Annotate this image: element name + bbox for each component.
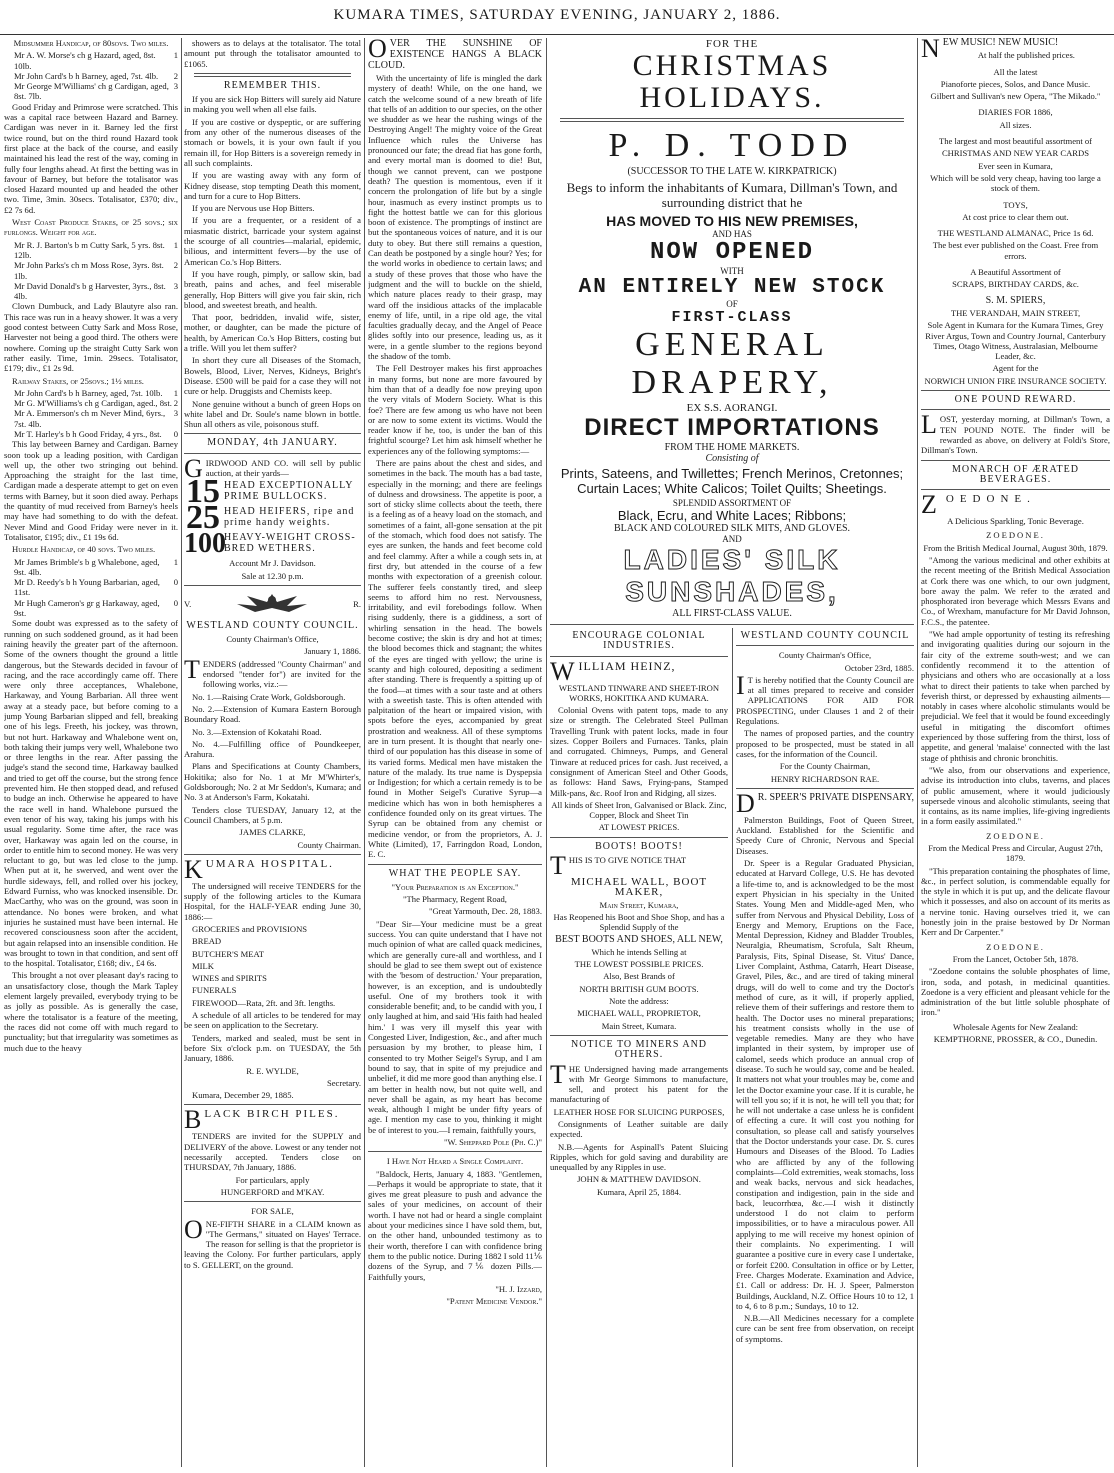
todd-ex-ship: EX S.S. AORANGI. bbox=[686, 402, 778, 414]
race-entry-name: Mr James Brimble's b g Whalebone, aged, 9st. 4lb. bbox=[14, 556, 160, 577]
scraps-intro: A Beautiful Assortment of bbox=[970, 267, 1061, 278]
music-gilbert: Gilbert and Sullivan's new Opera, "The Mikado." bbox=[930, 91, 1101, 102]
speer-text: Dr. Speer is a Regular Graduated Physician, educated at Harvard College, U.S. He has devoted a life-time to, and is acknowledged to be the most expert Physician in his specialty in the United States. Young Men and Middle-aged Men, who suffer from Nervous and Physical Debility, Loss of Energy and Memory, Eruptions on the Face, Mental Depression, Kidney and Bladder Troubles, Neuralgia, Rheumatism, Scrofula, Salt Rheum, Paralysis, Fits, Spinal Disease, St. Vitus' Dance, Liver Complaint, Asthma, Catarrh, Heart Disease, Gravel, Piles, &c., and are tired of taking mineral drugs, will do well to come and try the Doctor's method of cure, as it will, if properly applied, relieve them of their sufferings and restore them to health. The Doctor uses no mineral preparations; his treatment consists wholly in the use of vegetable remedies. Many are they who have implanted in their system, by improper use of calomel, seeds which produce an annual crop of disease. To such he would say, come and be healed. It matters not what your troubles may be, come and let the Doctor examine your case. If it is curable, he will tell you so; if it is not, he will tell you that; for he will not undertake a case unless he is confident of effecting a cure. It will cost you nothing for consultation, so please call and satisfy yourselves that the Doctor understands your case. Dr. S. cures Humours and Diseases of the Blood. To Ladies who are afflicted by any of the following complaints—Cold extremities, weak stomachs, loss and weak backs, nervous and sick headaches, constipation and indigestion, pain in the side and back, leucorrhœa, &c.—I wish it distinctly understood I do not claim to perform impossibilities, or to have a miraculous power. All applying to me will receive my honest opinion of their complaints. No experimenting. I will guarantee a positive cure in every case I undertake, or forfeit £200. Consultation in office or by Letter, Free. Charges Moderate. Examination and Advice, £1. Call or address: Dr. H. J. Speer, Palmerston Buildings, Auckland, N.Z. Office Hours 10 to 12, 1 to 4, 6 to 8 p.m.; Sundays, 10 to 12. bbox=[736, 858, 914, 1311]
race-entry-place: 1 bbox=[173, 387, 178, 398]
hospital-text: The undersigned will receive TENDERS for the supply of the following articles to the Kumara Hospital, for the HALF-YEAR ending June 30, 1886:— bbox=[184, 880, 361, 922]
encourage-title: ENCOURAGE COLONIAL INDUSTRIES. bbox=[572, 630, 706, 652]
divider bbox=[550, 1035, 728, 1036]
race4-entries bbox=[4, 557, 178, 619]
miners-text: HE Undersigned having made arrangements with Mr George Simmons to manufacture, sell, and protect his patent for the manufacturing of bbox=[550, 1063, 728, 1105]
race-entry-name: Mr T. Harley's b h Good Friday, 4 yrs., 8st. bbox=[14, 428, 162, 439]
wholesale-title: Wholesale Agents for New Zealand: bbox=[952, 1021, 1079, 1032]
remember-paragraph: If you have rough, pimply, or sallow skin, bad breath, pains and aches, and feel miserable generally, Hop Bitters will give you fair skin, rich blood, and sweetest breath, and health. bbox=[184, 268, 361, 310]
column-trade bbox=[550, 628, 728, 1467]
divider bbox=[184, 585, 361, 586]
race-entry bbox=[14, 71, 178, 81]
todd-consisting: Consisting of bbox=[705, 453, 759, 464]
drop-cap: T bbox=[550, 851, 566, 881]
council-for: For the County Chairman, bbox=[779, 761, 871, 772]
music-sub: At half the published prices. bbox=[977, 50, 1075, 61]
drop-cap: I bbox=[736, 670, 745, 700]
todd-and-has: AND HAS bbox=[712, 229, 752, 239]
race-entry bbox=[14, 260, 178, 281]
z3-source: From the Lancet, October 5th, 1878. bbox=[952, 953, 1079, 964]
monarch-title: MONARCH OF ÆRATED BEVERAGES. bbox=[951, 463, 1079, 485]
column-rule bbox=[546, 38, 547, 1467]
cattle-description: HEAD EXCEPTIONALLY PRIME BULLOCKS. bbox=[224, 480, 354, 503]
z1-text-three: "We also, from our observations and experience, advise its introduction into clubs, taverns, and places of public amusement, where it would judiciously supersede vinous and alcoholic stimulants, seeing that it contains, as its name implies, life-giving ingredients in a form easily assimilated." bbox=[921, 764, 1110, 827]
letter-two-signature: "H. J. Izzard, bbox=[495, 1283, 542, 1294]
race4-report: Some doubt was expressed as to the safety of running on such soddened ground, as it had been raining heavily the greater part of the afternoon. Some of the owners thought the ground a little dangerous, but the Stewards decided in favour of racing, and the race accordingly came off. There were only three acceptances, Whalebone, Harkaway, and Young Barbarian. All three went away at a steady pace, but before coming to a jump Young Barbarian slipped and fell, breaking one of his legs. Freeth, his jockey, was thrown, but not hurt. Harkaway and Whalebone went on, both taking their jumps very well, Whalebone two or three lengths in the rear. After passing the judge's stand the second time, Harkaway baulked and tried to get off the course, but the strong fence prevented him. He then stopped dead, and refused to budge an inch. Otherwise he appeared to have the race well in hand. Whalebone pursued the even tenor of his way, taking his jumps with his usual regularity. Some time after, the race was over, Harkaway was again led on the course, in order to entitle him to second money. He was very reluctant to go, but was led close to the jump. When put at it, he swerved, and went over the hurdle sideways, fell, and rolled over his jockey, Edward Furniss, who was knocked insensible. Dr. MacCarthy, who was on the ground, was soon in attendance. No bones were broken, and what injuries he sustained must have been internal. He recovered consciousness soon after the accident, but again relapsed into an insensible condition. He was brought to town in that condition, and sent off to the hospital. Totalisator, £168; div., £4 6s. bbox=[4, 618, 178, 969]
race-entry-place: 3 bbox=[173, 280, 178, 291]
race-entry-name: Mr Hugh Cameron's gr g Harkaway, aged, 9st. bbox=[14, 597, 160, 619]
divider bbox=[184, 433, 361, 434]
remember-paras bbox=[184, 94, 361, 429]
todd-silk: BLACK AND COLOURED SILK MITS, AND GLOVES. bbox=[613, 523, 851, 534]
cattle-count: 15 bbox=[186, 480, 220, 505]
race4-title: Hurdle Handicap, of 40 sovs. Two miles. bbox=[12, 544, 156, 555]
race1-title: Midsummer Handicap, of 80sovs. Two miles. bbox=[13, 38, 169, 48]
race-entry-name: Mr John Card's b h Barney, aged, 7st. 4lb. bbox=[14, 70, 159, 81]
divider bbox=[550, 656, 728, 657]
council-office: County Chairman's Office, bbox=[226, 634, 319, 645]
letter-two-role: "Patent Medicine Vendor." bbox=[446, 1296, 542, 1307]
letter-one: "Dear Sir—Your medicine must be a great success. You can quite understand that I have not much opinion of what are called quack medicines, which are generally cure-all and worthless, and I should be glad to see them swept out of existence with the 'besom of destruction.' Your preparation, however, is an exception, and is undoubtedly useful. One of my brothers took it with considerable benefit; and, to be candid with you, I only laughed at him, and said 'His faith had healed him.' I was very ill myself this year with Congested Liver, Indigestion, &c., and after much persuasion by my brother, to please him, I consented to try Mother Seigel's Syrup, and I am bound to say, that in spite of my prejudice and unbelief, it did me more good than anything else. I am better in health now, but not quite well, and never shall be again, as my heart has become weak, although I might be under fifty years of age. I mention my case to you, thinking it might be of interest to you.—I remain, faithfully yours, bbox=[368, 918, 542, 1135]
zoedone-title: OEDONE. bbox=[945, 493, 1036, 506]
letter-one-signature: "W. Sheppard Pole (Ph. C.)" bbox=[444, 1136, 542, 1147]
people-title: WHAT THE PEOPLE SAY. bbox=[388, 867, 522, 879]
todd-sunshades: LADIES' SILK SUNSHADES, bbox=[623, 544, 841, 607]
tenders-works bbox=[184, 692, 361, 760]
heinz-items: Colonial Ovens with patent tops, made to any size or strength. The Celebrated Steel Pullman Travelling Trunk with patent locks, made in four sizes. Copper Boilers and Furnaces. Tanks, plain and corrugated. Chimneys, Pumps, and General Tinware at reduced prices for cash. Just received, a consignment of American Steel and Other Goods, as follows: Hand Saws, Frying-pans, Stamped Milk-pans, &c. Roof Iron and Ridging, all sizes. bbox=[550, 705, 728, 798]
miners-title: NOTICE TO MINERS AND OTHERS. bbox=[570, 1038, 708, 1061]
boots-which: Which he intends Selling at bbox=[591, 946, 687, 957]
cattle-lot bbox=[184, 480, 361, 504]
hospital-item: WINES and SPIRITS bbox=[192, 973, 267, 984]
tenders-role: County Chairman. bbox=[297, 839, 361, 850]
remember-paragraph: In short they cure all Diseases of the Stomach, Bowels, Blood, Liver, Nerves, Kidneys, Bright's Disease. £500 will be paid for a case they will not cure or help. Druggists and Chemists keep. bbox=[184, 355, 361, 397]
health-title: VER THE SUNSHINE OF EXISTENCE HANGS A BLACK CLOUD. bbox=[368, 38, 542, 71]
race-entry-name: Mr A. W. Morse's ch g Hazard, aged, 8st. 10lb. bbox=[14, 50, 156, 71]
quote-two-title: I Have Not Heard a Single Complaint. bbox=[386, 1156, 524, 1167]
council-text: T is hereby notified that the County Council are at all times prepared to receive and consider APPLICATIONS FOR AID FOR PROSPECTING, under Clauses 1 and 2 of their Regulations. bbox=[736, 674, 914, 727]
z3-text: "Zoedone contains the soluble phosphates of lime, iron, soda, and potash, in medicinal quantities. Zoedone is a very efficient and pleasant vehicle for the administration of the but little soluble phosphate of iron." bbox=[921, 966, 1110, 1018]
todd-name: P. D. TODD bbox=[608, 127, 856, 164]
speer-title: R. SPEER'S PRIVATE DISPENSARY, bbox=[757, 791, 914, 803]
todd-general-drapery: GENERAL DRAPERY, bbox=[631, 326, 833, 401]
todd-and: AND bbox=[722, 534, 742, 544]
health-paras bbox=[368, 73, 542, 860]
column-racing bbox=[4, 38, 178, 1467]
divider bbox=[736, 788, 914, 789]
race-entry-place: 0 bbox=[173, 428, 178, 439]
todd-value: ALL FIRST-CLASS VALUE. bbox=[672, 608, 792, 619]
drop-cap: O bbox=[184, 1214, 203, 1244]
tenders-close: Tenders close TUESDAY, January 12, at the Council Chambers, at 5 p.m. bbox=[184, 804, 361, 825]
almanac-sub: The best ever published on the Coast. Free from errors. bbox=[932, 240, 1099, 261]
divider bbox=[921, 489, 1110, 490]
race-entry-name: Mr G. M'Williams's ch g Cardigan, aged., 8st. bbox=[14, 398, 172, 409]
cattle-count: 25 bbox=[186, 506, 220, 531]
pharmacy-address: "The Pharmacy, Regent Road, bbox=[403, 894, 507, 905]
todd-home-markets: FROM THE HOME MARKETS. bbox=[664, 442, 800, 453]
health-paragraph: The Fell Destroyer makes his first approaches in many forms, but none are more favoured by him than that of a deadly foe now preying upon the very vitals of Modern Society. What is this foe? There are few among us who have not been or are now to some extent its victims. Would the reader know if he, too, is under the ban of this frightful scourge? Let him ask himself whether he experiences any of the following symptoms:— bbox=[368, 363, 542, 456]
remember-paragraph: None genuine without a bunch of green Hops on white label and Dr. Soule's name blown in bottle. Shun all others as vile, poisonous stuff. bbox=[184, 398, 361, 430]
miners-signature: JOHN & MATTHEW DAVIDSON. bbox=[577, 1174, 701, 1185]
drop-cap: N bbox=[921, 38, 940, 63]
remember-paragraph: If you are wasting away with any form of Kidney disease, stop tempting Death this moment, and turn for a cure to Hop Bitters. bbox=[184, 170, 361, 201]
drop-cap: D bbox=[736, 788, 755, 818]
race-entry-name: Mr A. Emmerson's ch m Never Mind, 6yrs., 7st. 4lb. bbox=[14, 408, 166, 429]
z1-title: ZOEDONE. bbox=[986, 530, 1045, 541]
hospital-signature: R. E. WYLDE, bbox=[246, 1065, 299, 1076]
race-entry-name: Mr John Parks's ch m Moss Rose, 3yrs. 8st. 1lb. bbox=[14, 260, 164, 281]
spiers-agent: Sole Agent in Kumara for the Kumara Times, Grey River Argus, Town and Country Journal, Canterbury Times, Otago Witness, Australasian, Melbourne Leader, &c. bbox=[925, 320, 1106, 362]
todd-begs: Begs to inform the inhabitants of Kumara, Dillman's Town, and surrounding district that he bbox=[566, 180, 898, 210]
race-entry-name: Mr George M'Williams' ch g Cardigan, aged, 8st. 7lb. bbox=[14, 81, 169, 102]
z2-source: From the Medical Press and Circular, August 27th, 1879. bbox=[928, 843, 1103, 864]
cards-text: The largest and most beautiful assortment of bbox=[938, 136, 1093, 147]
diaries-sub: All sizes. bbox=[999, 119, 1032, 130]
race-entry-place: 0 bbox=[173, 597, 178, 608]
column-rule bbox=[181, 38, 182, 1467]
remember-title: REMEMBER THIS. bbox=[223, 79, 322, 91]
race-entry bbox=[14, 429, 178, 439]
heinz-more: All kinds of Sheet Iron, Galvanised or Black. Zinc, Copper, Block and Sheet Tin bbox=[551, 799, 727, 821]
race-entry-place: 2 bbox=[173, 398, 178, 409]
drop-cap: O bbox=[368, 38, 387, 63]
council-office: County Chairman's Office, bbox=[778, 650, 872, 661]
closing-report: This brought a not over pleasant day's racing to an unsatisfactory close, though the Mark Tapley element largely prevailed, everybody trying to be as jolly as possible. As is generally the case, where the totalisator is a feature of the meeting, the races did not come off with much regard to punctuality; but that irregularity was sometimes as much due to the heavy bbox=[4, 970, 178, 1053]
race-entry-place: 1 bbox=[173, 556, 178, 567]
column-health bbox=[368, 38, 542, 1467]
boots-text: Has Reopened his Boot and Shoe Shop, and has a Splendid Supply of the bbox=[553, 911, 725, 933]
eagle-crest-icon bbox=[227, 590, 317, 618]
boots-address: Main Street, Kumara, bbox=[599, 899, 679, 910]
hospital-items bbox=[184, 924, 361, 1008]
miners-consignments: Consignments of Leather suitable are daily expected. bbox=[550, 1118, 728, 1140]
emblem-right: R. bbox=[353, 598, 361, 609]
race-entry bbox=[14, 598, 178, 619]
race-entry-place: 1 bbox=[173, 50, 178, 61]
birch-title: LACK BIRCH PILES. bbox=[204, 1108, 340, 1121]
boots-note: Note the address: bbox=[609, 996, 669, 1007]
divider bbox=[184, 1201, 361, 1202]
divider bbox=[184, 854, 361, 855]
race-entry-place: 0 bbox=[173, 577, 178, 588]
cattle-list bbox=[184, 480, 361, 556]
hospital-item: MILK bbox=[192, 960, 214, 971]
cards-sold: Which will be sold very cheap, having too large a stock of them. bbox=[930, 172, 1101, 194]
tender-work-item: No. 3.—Extension of Kokatahi Road. bbox=[192, 726, 322, 737]
cattle-lot bbox=[184, 506, 361, 530]
boots-street: Main Street, Kumara. bbox=[601, 1020, 677, 1031]
girdwood-intro: IRDWOOD AND CO. will sell by public auction, at their yards— bbox=[205, 457, 361, 478]
birch-text: TENDERS are invited for the SUPPLY and DELIVERY of the above. Lowest or any tender not necessarily accepted. Tenders close on THURSDAY, 7th January, 1886. bbox=[184, 1131, 361, 1173]
hospital-close: Tenders, marked and sealed, must be sent in before Six o'clock p.m. on TUESDAY, the 5th January, 1886. bbox=[184, 1032, 361, 1064]
drop-cap: L bbox=[921, 410, 937, 440]
column-rule bbox=[364, 38, 365, 1467]
z3-title: ZOEDONE. bbox=[986, 941, 1045, 952]
column-spiers bbox=[921, 38, 1110, 1467]
race-entry bbox=[14, 388, 178, 398]
cards-title: CHRISTMAS AND NEW YEAR CARDS bbox=[941, 148, 1090, 159]
royal-emblem-row bbox=[184, 590, 361, 618]
divider bbox=[736, 645, 914, 646]
tenders-text: ENDERS (addressed "County Chairman" and endorsed "tender for") are invited for the following works, viz.:— bbox=[202, 658, 361, 690]
kempthorne: KEMPTHORNE, PROSSER, & CO., Dunedin. bbox=[933, 1034, 1098, 1045]
race-entry bbox=[14, 577, 178, 598]
race-entry bbox=[14, 81, 178, 102]
sale-time: Sale at 12.30 p.m. bbox=[241, 570, 304, 581]
race2-entries bbox=[4, 240, 178, 302]
todd-moved: HAS MOVED TO HIS NEW PREMISES, bbox=[606, 213, 858, 229]
spiers-name: S. M. SPIERS, bbox=[985, 294, 1046, 306]
boots-intro: HIS IS TO GIVE NOTICE THAT bbox=[568, 855, 687, 866]
column-notices bbox=[736, 628, 914, 1467]
race-entry-name: Mr David Donald's b g Harvester, 3yrs., 8st. 4lb. bbox=[14, 280, 166, 302]
toys-sub: At cost price to clear them out. bbox=[962, 211, 1069, 222]
race2-report: Clown Dumbuck, and Lady Blautyre also ran. This race was run in a heavy shower. It was a very good contest between Cutty Sark and Moss Rose, Harvester not being a good third. The others were nowhere. Coming up the straight Cutty Sark won rather easily. Time, 1min. 29secs. Totalisator, £179; div., £1 2s 9d. bbox=[4, 301, 178, 374]
speer-nb: N.B.—All Medicines necessary for a complete cure can be sent free from observation, on receipt of symptoms. bbox=[736, 1313, 914, 1344]
pharmacy-date: "Great Yarmouth, Dec. 28, 1883. bbox=[428, 906, 542, 917]
column-rule bbox=[917, 38, 918, 1467]
race-entry bbox=[14, 281, 178, 302]
boots-lowest: THE LOWEST POSSIBLE PRICES. bbox=[574, 959, 704, 970]
divider bbox=[184, 453, 361, 454]
hospital-schedule: A schedule of all articles to be tendered for may be seen on application to the Secretary. bbox=[184, 1010, 361, 1031]
race-entry bbox=[14, 50, 178, 71]
boots-gum: NORTH BRITISH GUM BOOTS. bbox=[579, 983, 699, 994]
spiers-agent-for: Agent for the bbox=[992, 363, 1039, 374]
drop-cap: B bbox=[184, 1105, 202, 1135]
letter-two: "Baldock, Herts, January 4, 1883. "Gentlemen,—Perhaps it would be appropriate to state, that it gives me great pleasure to push and advance the sales of your medicines, on account of their worth. I have not had or heard a single complaint about your medicines since I have sold them, but, on the other hand, unbounded testimony as to their worth, therefore I can with confidence bring them to the public notice. During 1882 I sold 11⅙ dozens of the Syrup, and 7⅙ dozen Pills.—Faithfully yours, bbox=[368, 1168, 542, 1282]
hospital-item: GROCERIES and PROVISIONS bbox=[192, 924, 308, 934]
norwich-union: NORWICH UNION FIRE INSURANCE SOCIETY. bbox=[924, 375, 1107, 386]
council-signature: HENRY RICHARDSON RAE. bbox=[770, 773, 880, 784]
reward-title: ONE POUND REWARD. bbox=[954, 394, 1077, 406]
race-entry-name: Mr D. Reedy's b h Young Barbarian, aged, 11st. bbox=[14, 577, 160, 598]
council-title: WESTLAND COUNTY COUNCIL bbox=[740, 630, 910, 641]
council-date: January 1, 1886. bbox=[304, 646, 361, 657]
race-entry-place: 2 bbox=[173, 70, 178, 81]
race-entry-name: Mr R. J. Barton's b m Cutty Sark, 5 yrs. 8st. 12lb. bbox=[14, 239, 165, 260]
race-entry-place: 3 bbox=[173, 81, 178, 92]
hospital-item: FUNERALS bbox=[192, 985, 237, 996]
lost-text: OST, yesterday morning, at Dillman's Town, a TEN POUND NOTE. The finder will be rewarded as above, on delivery at Foldi's Store, Dillman's Town. bbox=[921, 414, 1110, 456]
heinz-price: AT LOWEST PRICES. bbox=[598, 822, 680, 833]
speer-address: Palmerston Buildings, Foot of Queen Street, Auckland. Established for the Scientific and Speedy Cure of Chronic, Nervous and Special Diseases. bbox=[736, 814, 914, 856]
tender-work-item: No. 1.—Raising Crate Work, Goldsborough. bbox=[192, 691, 346, 702]
divider bbox=[550, 624, 914, 625]
boots-title: BOOTS! BOOTS! bbox=[595, 840, 683, 852]
music-latest: All the latest bbox=[993, 66, 1038, 77]
todd-prints: Prints, Sateens, and Twillettes; French Merinos, Cretonnes; Curtain Laces; White Calicos; Toilet Quilts; Sheetings. bbox=[560, 466, 904, 496]
remember-paragraph: If you are costive or dyspeptic, or are suffering from any other of the numerous diseases of the stomach or bowels, it is your own fault if you remain ill, for Hop Bitters is a sovereign remedy in all such complaints. bbox=[184, 116, 361, 168]
forsale-text: NE-FIFTH SHARE in a CLAIM known as "The Germans," situated on Hayes' Terrace. The reason for selling is that the proprietor is leaving the Colony. For further particulars, apply to S. GELLERT, on the ground. bbox=[184, 1218, 361, 1270]
birch-particulars: For particulars, apply bbox=[235, 1174, 310, 1185]
zoedone-sub: A Delicious Sparkling, Tonic Beverage. bbox=[947, 516, 1084, 527]
cards-kumara: Ever seen in Kumara, bbox=[978, 160, 1053, 171]
todd-first-class: FIRST-CLASS bbox=[671, 309, 793, 326]
heinz-sub: WESTLAND TINWARE AND SHEET-IRON WORKS, HOKITIKA AND KUMARA. bbox=[558, 682, 720, 703]
council-date: October 23rd, 1885. bbox=[844, 662, 914, 673]
divider bbox=[368, 864, 542, 865]
cattle-count: 100 bbox=[184, 532, 226, 557]
forsale-title: FOR SALE, bbox=[251, 1206, 294, 1217]
remember-paragraph: That poor, bedridden, invalid wife, sister, mother, or daughter, can be made the picture of health, by American Co.'s Hop Bitters, costing but a trifle. Will you let them suffer? bbox=[184, 312, 361, 354]
hospital-date: Kumara, December 29, 1885. bbox=[192, 1090, 294, 1101]
todd-successor: (SUCCESSOR TO THE LATE W. KIRKPATRICK) bbox=[627, 166, 837, 177]
divider bbox=[184, 1104, 361, 1105]
heinz-name: ILLIAM HEINZ, bbox=[578, 658, 676, 673]
emblem-left: V. bbox=[184, 598, 192, 609]
race-entry-place: 2 bbox=[173, 260, 178, 271]
todd-christmas-holidays: CHRISTMAS HOLIDAYS. bbox=[632, 49, 832, 114]
todd-direct-importations: DIRECT IMPORTATIONS bbox=[584, 414, 880, 441]
z2-text: "This preparation containing the phosphates of lime, &c., in perfect solution, is commendable equally for the style in which it is put up, and the delicate flavour which it possesses, and also on account of its merits as a nervine tonic. Having ourselves tried it, we can honestly join in the praise bestowed by Dr Norman Kerr and Dr Carpenter." bbox=[921, 865, 1110, 938]
quote-title: "Your Preparation is an Exception." bbox=[391, 881, 519, 892]
race3-title: Railway Stakes, of 25sovs.; 1½ miles. bbox=[12, 375, 144, 386]
drop-cap: T bbox=[550, 1059, 566, 1089]
spiers-verandah: THE VERANDAH, MAIN STREET, bbox=[950, 307, 1081, 318]
monday-heading: MONDAY, 4th JANUARY. bbox=[207, 437, 338, 449]
cattle-lot bbox=[184, 532, 361, 556]
race-entry bbox=[14, 398, 178, 408]
remember-paragraph: If you are sick Hop Bitters will surely aid Nature in making you well when all else fails. bbox=[184, 94, 361, 115]
boots-best: BEST BOOTS AND SHOES, ALL NEW, bbox=[555, 933, 723, 945]
race3-entries bbox=[4, 388, 178, 439]
z2-title: ZOEDONE. bbox=[986, 830, 1045, 841]
divider bbox=[368, 1151, 542, 1152]
council-text-two: The names of proposed parties, and the country proposed to be prospected, must be stated in all cases, for the information of the Council. bbox=[736, 728, 914, 759]
todd-drapery-advert bbox=[550, 38, 914, 622]
todd-for-the: FOR THE bbox=[705, 38, 759, 50]
todd-with: WITH bbox=[720, 266, 744, 276]
hospital-item: FIREWOOD—Rata, 2ft. and 3ft. lengths. bbox=[192, 997, 336, 1008]
hospital-title: UMARA HOSPITAL. bbox=[205, 857, 334, 870]
todd-of: OF bbox=[726, 299, 738, 309]
remember-paragraph: If you are Nervous use Hop Bitters. bbox=[192, 203, 315, 214]
race1-report: Good Friday and Primrose were scratched. This was a capital race between Hazard and Barney. Cardigan was never in it. Barney led the first twice round, but on the third round Hazard took first place at the back of the course, and easily maintained his lead the rest of the way, coming in fully four lengths ahead. At first the betting was in favour of Barney, but before the totalisator was closed Hazard mounted up and headed the other two. Time, 3min. 30secs. Totalisator, £370; div., £2 7s 6d. bbox=[4, 101, 178, 215]
scraps-title: SCRAPS, BIRTHDAY CARDS, &c. bbox=[952, 279, 1079, 290]
boots-name: MICHAEL WALL, BOOT MAKER, bbox=[570, 876, 708, 899]
todd-now-opened: NOW OPENED bbox=[649, 239, 815, 266]
z1-text-two: "We had ample opportunity of testing its refreshing and invigorating qualities during our sojourn in the fair city of the extreme south-west; and we can confidently recommend it to the attention of physicians and others who are occasionally at a loss what to direct their patients to take when parched by feverish thirst, or depressed by exhausting ailments—notably in cases where alcoholic stimulants would be prejudicial. We feel that it would be found exceedingly useful in mitigating the discomfort oftimes experienced by those suffering from the thirst, loss of appetite, and general 'malaise' connected with the last stage of phthisis and chronic bronchitis. bbox=[921, 629, 1110, 763]
todd-splendid: SPLENDID ASSORTMENT OF bbox=[672, 498, 792, 508]
cattle-description: HEAVY-WEIGHT CROSS-BRED WETHERS. bbox=[224, 532, 356, 555]
council-title: WESTLAND COUNTY COUNCIL. bbox=[186, 619, 359, 631]
drop-cap: G bbox=[184, 453, 203, 483]
todd-laces: Black, Ecru, and White Laces; Ribbons; bbox=[617, 508, 847, 523]
drop-cap: Z bbox=[921, 490, 943, 520]
divider bbox=[921, 460, 1110, 461]
divider bbox=[560, 118, 904, 122]
race-entry bbox=[14, 557, 178, 578]
race-entry-place: 1 bbox=[173, 239, 178, 250]
race1-entries bbox=[4, 50, 178, 101]
miners-date: Kumara, April 25, 1884. bbox=[596, 1186, 681, 1197]
z1-text: "Among the various medicinal and other exhibits at the recent meeting of the British Medical Association at Cork there was one which, to our own judgment, bore away the palm. We refer to the ærated and phosphorated iron beverage which Messrs Evans and Co., of Wrexham, manufacture for Mr David Johnson, F.C.S., the patentee. bbox=[921, 554, 1110, 627]
hospital-role: Secretary. bbox=[326, 1077, 361, 1088]
race-entry-name: Mr John Card's b h Barney, aged, 7st. 10lb. bbox=[14, 387, 163, 398]
column-rule bbox=[732, 628, 733, 1467]
drop-cap: T bbox=[184, 654, 200, 684]
masthead: KUMARA TIMES, SATURDAY EVENING, JANUARY 2, 1886. bbox=[0, 0, 1114, 35]
drop-cap: W bbox=[550, 656, 576, 686]
tenders-plans: Plans and Specifications at County Chambers, Hokitika; also for No. 1 at Mr M'Whirter's, Goldsborough; No. 2 at Mr Seddon's, Kumara; and No. 3 at Anderson's Farm, Kokatahi. bbox=[184, 761, 361, 803]
toys-title: TOYS, bbox=[1003, 199, 1028, 210]
tender-work-item: No. 4.—Fulfilling office of Poundkeeper, Arahura. bbox=[184, 738, 361, 760]
column-ads-left bbox=[184, 38, 361, 1467]
drop-cap: K bbox=[184, 854, 203, 884]
z1-source: From the British Medical Journal, August 30th, 1879. bbox=[923, 542, 1108, 553]
cattle-description: HEAD HEIFERS, ripe and prime handy weights. bbox=[224, 506, 355, 529]
remember-paragraph: If you are a frequenter, or a resident of a miasmatic district, barricade your system against the scourge of all countries—malarial, epidemic, bilious, and intermittent fevers—by the use of American Co.'s Hop Bitters. bbox=[184, 215, 361, 267]
race3-report: This lay between Barney and Cardigan. Barney soon took up a leading position, with Cardigan well up, the other two stringing out behind. Approaching the straight for the last time, Cardigan made a desperate attempt to get on even terms with Barney, but it soon died away. Perhaps the quantity of mud received from Barney's heels may have had something to do with the defeat. Never Mind and Good Friday were never in it. Totalisator, £195; div., £1 19s 6d. bbox=[4, 439, 178, 542]
almanac-title: THE WESTLAND ALMANAC, Price 1s 6d. bbox=[937, 228, 1094, 239]
music-text: Pianoforte pieces, Solos, and Dance Music. bbox=[940, 78, 1091, 89]
account-line: Account Mr J. Davidson. bbox=[229, 558, 316, 569]
race-entry bbox=[14, 408, 178, 429]
boots-also: Also, Best Brands of bbox=[603, 971, 675, 982]
divider bbox=[194, 73, 351, 77]
tender-work-item: No. 2.—Extension of Kumara Eastern Borough Boundary Road. bbox=[184, 703, 361, 725]
tenders-signature: JAMES CLARKE, bbox=[239, 827, 306, 838]
race2-title: West Coast Produce Stakes, of 25 sovs.; six furlongs. Weight for age. bbox=[4, 217, 178, 238]
boots-proprietor: MICHAEL WALL, PROPRIETOR, bbox=[577, 1008, 701, 1019]
divider bbox=[550, 837, 728, 838]
miners-nb: N.B.—Agents for Aspinall's Patent Sluicing Ripples, which for gold saving and durability are unequalled by any Ripples in use. bbox=[550, 1141, 728, 1173]
diaries-title: DIARIES FOR 1886, bbox=[978, 107, 1053, 118]
todd-new-stock: AN ENTIRELY NEW STOCK bbox=[578, 276, 886, 299]
divider bbox=[921, 390, 1110, 391]
music-title: EW MUSIC! NEW MUSIC! bbox=[942, 38, 1059, 48]
racing-continuation: showers as to delays at the totalisator. The total amount put through the totalisator amounted to £1065. bbox=[184, 38, 361, 69]
hospital-item: BREAD bbox=[192, 936, 222, 947]
divider bbox=[921, 409, 1110, 410]
race-entry-place: 3 bbox=[173, 408, 178, 419]
hospital-item: BUTCHER'S MEAT bbox=[192, 948, 264, 959]
race-entry bbox=[14, 240, 178, 261]
birch-signature: HUNGERFORD and M'KAY. bbox=[220, 1186, 325, 1197]
health-paragraph: There are pains about the chest and sides, and sometimes in the back. The mouth has a bad taste, especially in the morning; and there are feelings of dulness and drowsiness. The appetite is poor, a sort of sticky slime collects about the teeth, there is a feeling as of a heavy load on the stomach, and sometimes of a faint, all-gone sensation at the pit of the stomach, which food does not satisfy. The eyes are sunken, the hands and feet become cold and feel clammy. After a while a cough sets in, at first dry, but attended in the course of a few months with expectoration of a greenish colour. The sufferer feels constantly tired, and sleep seems to afford him no rest. Nervousness, irritability, and evil forebodings follow. When rising suddenly, there is a giddiness, a sort of whirling sensation in the head. The bowels become costive; the skin is dry and hot at times; the blood becomes thick and stagnant; the whites of the eyes are tinged with yellow; the urine is scanty and high coloured, depositing a sediment after standing. There is frequently a spitting up of the food—at times with a sour taste and at others with a sweetish taste. This is often attended with palpitation of the heart or impaired vision, with spots before the eyes, accompanied by great prostration and weakness. All of these symptoms are in turn present. It is thought that nearly one-third of our population has this disease in some of its varied forms. Medical men have mistaken the nature of the malady. Its true name is Dyspepsia or Indigestion; for which a certain remedy is to be found in Mother Seigel's Curative Syrup—a medicine which has won in both hemispheres a confidence founded only on its great virtues. The Syrup can be obtained from any chemist or medicine vendor, or from the proprietors, A. J. White (Limited), 17, Farringdon Road, London, E. C. bbox=[368, 457, 542, 860]
health-paragraph: With the uncertainty of life is mingled the dark mystery of death! While, on the one hand, we catch the welcome sound of a new breath of life that tells of an addition to our species, on the other we shudder as we hear the rushing wings of the Destroying Angel! The mighty voice of the Great Influence which rules the Universe has pronounced our fate; the dread fiat has gone forth, and every mortal man is doomed to die! But, though we cannot prevent, can we postpone death? The question is momentous, even if it concern the prolongation of life but by a single hour, inasmuch as every instinct prompts us to fight the hottest battle we can for this glorious boon of existence. The promptings of instinct are but the spontaneous voices of nature, and it is our duty to obey. But there still remains a question, Can death be postponed by a single hour? Yes; for the world works in obedience to certain laws; and a study of these proves that those who have the judgment and the will to buckle on the shield, which nature places ready to their grasp, may ward off the insidious attacks of the implacable enemy of life, until, in a ripe old age, the vital faculties gradually decay, and the Angel of Peace glides softly into our presence, leading us, as it were, in a gentle slumber to the regions beyond the shadow of the tomb. bbox=[368, 73, 542, 362]
miners-hose: LEATHER HOSE FOR SLUICING PURPOSES, bbox=[553, 1106, 725, 1117]
